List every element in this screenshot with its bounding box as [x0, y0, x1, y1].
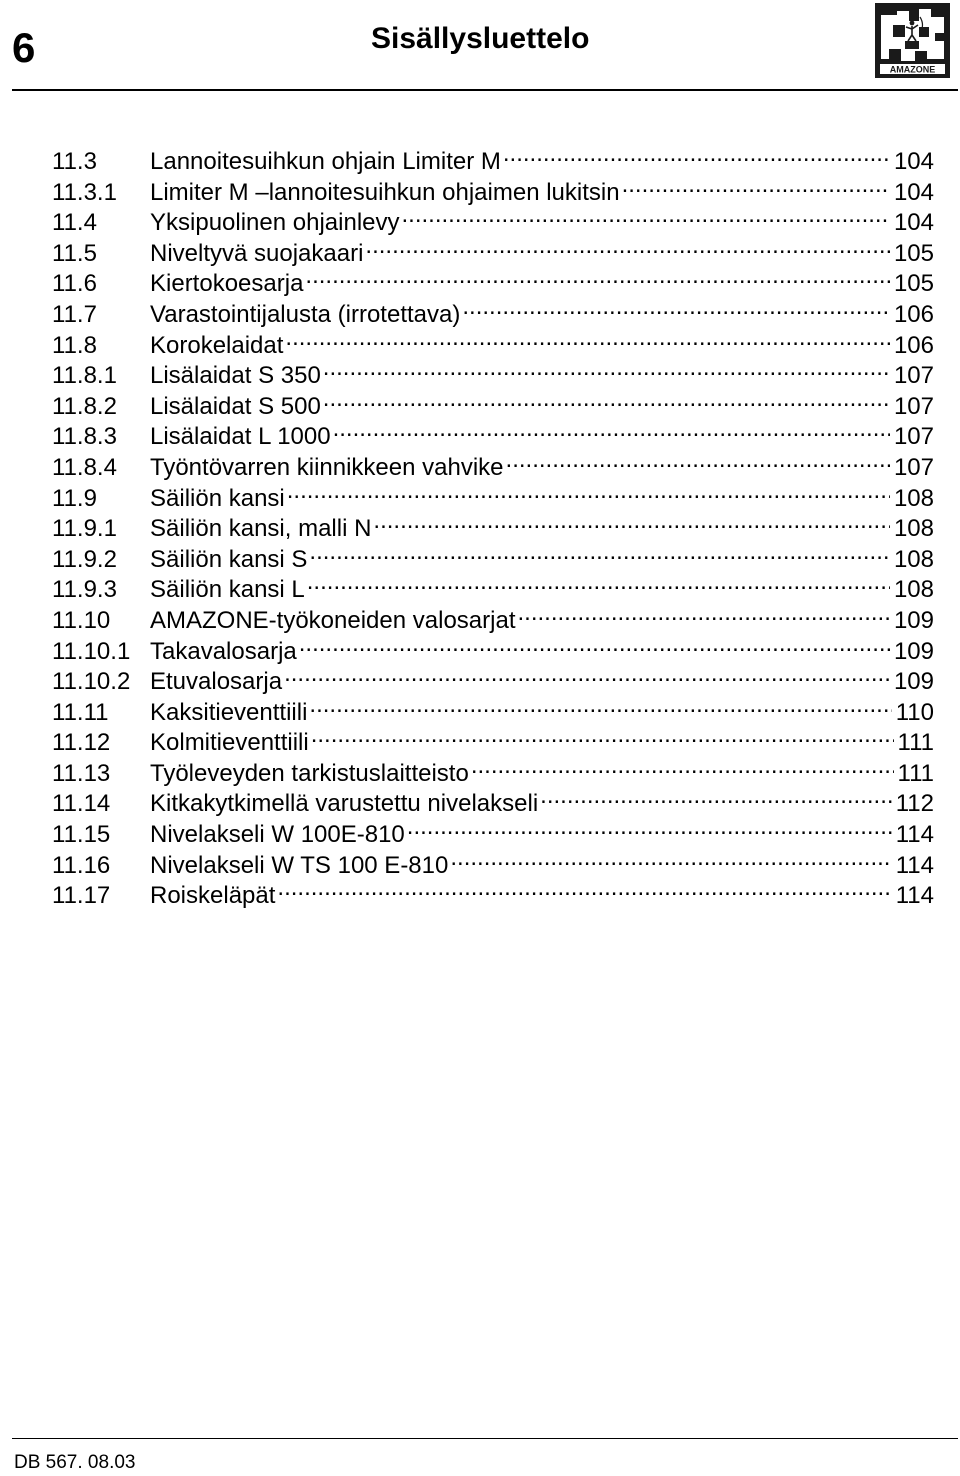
toc-entry-title: Säiliön kansi	[150, 484, 285, 512]
toc-entry-title: AMAZONE-työkoneiden valosarjat	[150, 606, 516, 634]
toc-entry-page: 104	[893, 209, 934, 237]
toc-entry-title: Lisälaidat S 350	[150, 362, 321, 390]
toc-entry-title: Säiliön kansi L	[150, 576, 305, 604]
toc-dot-leader	[311, 720, 894, 750]
toc-entry-page: 110	[895, 698, 934, 726]
toc-entry-title: Nivelakseli W TS 100 E-810	[150, 851, 449, 879]
toc-dot-leader	[450, 843, 891, 873]
toc-entry-number: 11.16	[52, 851, 111, 879]
toc-entry-number: 11.17	[52, 882, 111, 910]
toc-entry-title: Takavalosarja	[150, 637, 297, 665]
toc-entry-number: 11.13	[52, 759, 111, 787]
toc-entry-number: 11.10.1	[52, 637, 131, 665]
toc-entry-page: 112	[895, 790, 934, 818]
toc-entry[interactable]	[52, 139, 934, 175]
toc-entry-page: 111	[897, 729, 934, 757]
toc-entry-number: 11.11	[52, 698, 109, 726]
toc-entry-page: 107	[893, 453, 934, 481]
toc-dot-leader	[506, 445, 890, 475]
toc-entry-page: 104	[893, 148, 934, 175]
toc-entry-number: 11.8.4	[52, 453, 117, 481]
toc-dot-leader	[309, 690, 891, 720]
toc-dot-leader	[503, 139, 890, 169]
toc-entry-page: 108	[893, 545, 934, 573]
toc-dot-leader	[323, 353, 890, 383]
toc-entry-number: 11.8.3	[52, 423, 117, 451]
table-of-contents	[52, 139, 934, 910]
toc-dot-leader	[309, 537, 890, 567]
toc-entry-page: 105	[893, 239, 934, 267]
toc-entry-title: Työntövarren kiinnikkeen vahvike	[150, 453, 504, 481]
toc-entry-page: 104	[893, 178, 934, 206]
toc-entry-title: Kolmitieventtiili	[150, 729, 309, 757]
toc-dot-leader	[305, 261, 890, 291]
toc-entry-title: Kaksitieventtiili	[150, 698, 308, 726]
toc-entry-page: 107	[893, 392, 934, 420]
toc-entry-title: Nivelakseli W 100E-810	[150, 821, 405, 849]
footer-divider	[12, 1438, 958, 1439]
toc-entry-number: 11.9.2	[52, 545, 117, 573]
toc-dot-leader	[540, 781, 892, 811]
toc-dot-leader	[407, 812, 892, 842]
toc-entry-number: 11.6	[52, 270, 97, 298]
toc-entry-title: Limiter M –lannoitesuihkun ohjaimen lukitsin	[150, 178, 620, 206]
toc-dot-leader	[365, 231, 890, 261]
page-number: 6	[12, 24, 36, 71]
toc-entry-page: 109	[893, 668, 934, 696]
toc-entry-page: 106	[893, 331, 934, 359]
toc-dot-leader	[287, 476, 890, 506]
toc-entry-number: 11.3.1	[52, 178, 117, 206]
toc-dot-leader	[517, 598, 889, 628]
toc-dot-leader	[402, 200, 890, 230]
toc-entry-number: 11.10.2	[52, 668, 131, 696]
toc-entry-title: Yksipuolinen ohjainlevy	[150, 209, 400, 237]
toc-entry-number: 11.7	[52, 300, 97, 328]
toc-entry-page: 111	[897, 759, 934, 787]
toc-dot-leader	[284, 659, 890, 689]
toc-entry-page: 107	[893, 423, 934, 451]
toc-dot-leader	[277, 873, 891, 903]
toc-entry-number: 11.8.2	[52, 392, 117, 420]
toc-dot-leader	[373, 506, 890, 536]
toc-entry-number: 11.9	[52, 484, 97, 512]
toc-entry-title: Lannoitesuihkun ohjain Limiter M	[150, 148, 501, 175]
toc-entry-number: 11.8	[52, 331, 97, 359]
amazone-logo-icon	[875, 3, 950, 78]
toc-entry-title: Roiskeläpät	[150, 882, 276, 910]
footer-doc-code: DB 567. 08.03	[14, 1452, 136, 1473]
toc-dot-leader	[285, 323, 890, 353]
toc-entry-page: 106	[893, 300, 934, 328]
toc-entry-title: Työleveyden tarkistuslaitteisto	[150, 759, 469, 787]
toc-entry-page: 114	[895, 882, 934, 910]
toc-entry-page: 114	[895, 821, 934, 849]
toc-entry-number: 11.8.1	[52, 362, 117, 390]
toc-entry-number: 11.3	[52, 148, 97, 175]
toc-dot-leader	[471, 751, 894, 781]
toc-entry-title: Säiliön kansi, malli N	[150, 515, 372, 543]
toc-entry-page: 105	[893, 270, 934, 298]
toc-entry-title: Lisälaidat L 1000	[150, 423, 331, 451]
toc-entry-title: Lisälaidat S 500	[150, 392, 321, 420]
toc-entry-title: Säiliön kansi S	[150, 545, 308, 573]
toc-dot-leader	[333, 414, 890, 444]
header-divider	[12, 89, 958, 91]
toc-entry-number: 11.9.1	[52, 515, 117, 543]
toc-entry-page: 109	[893, 637, 934, 665]
toc-dot-leader	[622, 170, 890, 200]
toc-entry-number: 11.14	[52, 790, 111, 818]
toc-entry-number: 11.10	[52, 606, 111, 634]
toc-entry-number: 11.4	[52, 209, 97, 237]
logo-wordmark: AMAZONE	[889, 64, 936, 75]
toc-entry-title: Varastointijalusta (irrotettava)	[150, 300, 461, 328]
toc-entry-title: Niveltyvä suojakaari	[150, 239, 364, 267]
toc-entry-number: 11.15	[52, 821, 111, 849]
toc-entry-page: 109	[893, 606, 934, 634]
toc-entry-number: 11.5	[52, 239, 97, 267]
toc-entry-page: 114	[895, 851, 934, 879]
toc-dot-leader	[323, 384, 890, 414]
amazone-logo	[875, 3, 950, 78]
page-title: Sisällysluettelo	[371, 22, 590, 55]
toc-entry-title: Kitkakytkimellä varustettu nivelakseli	[150, 790, 539, 818]
toc-dot-leader	[299, 629, 890, 659]
toc-entry-title: Etuvalosarja	[150, 668, 283, 696]
toc-entry-number: 11.9.3	[52, 576, 117, 604]
toc-entry-page: 108	[893, 576, 934, 604]
toc-entry-page: 108	[893, 484, 934, 512]
toc-dot-leader	[462, 292, 890, 322]
toc-entry-title: Korokelaidat	[150, 331, 284, 359]
toc-entry-page: 107	[893, 362, 934, 390]
toc-entry-title: Kiertokoesarja	[150, 270, 304, 298]
toc-dot-leader	[307, 567, 890, 597]
toc-entry-page: 108	[893, 515, 934, 543]
toc-entry-number: 11.12	[52, 729, 111, 757]
